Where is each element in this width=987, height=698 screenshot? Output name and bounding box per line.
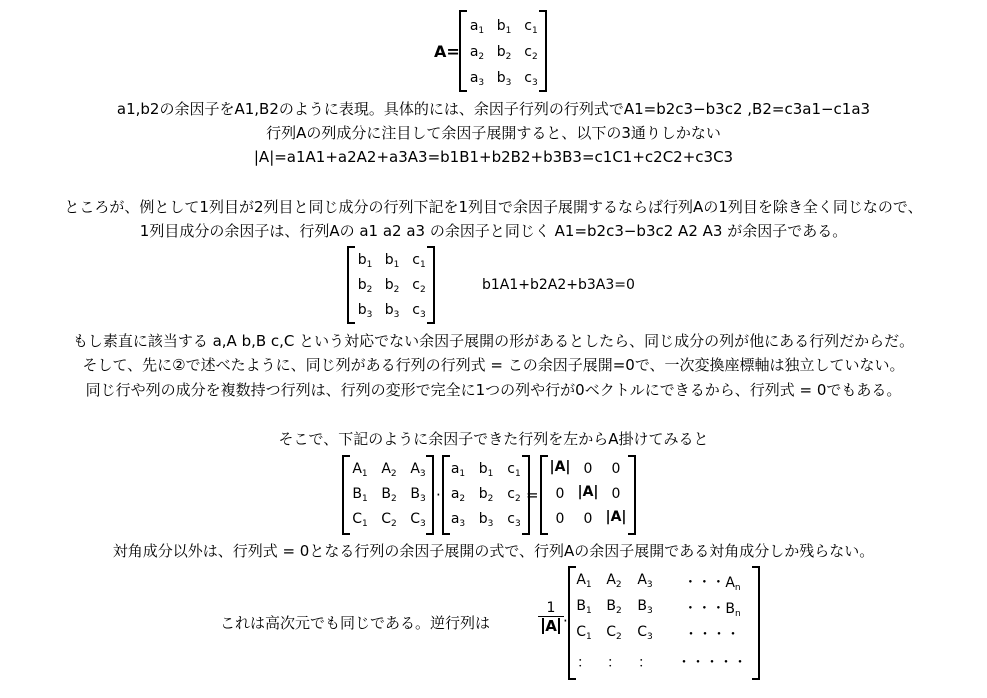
matrix-b-cell: $c_3$ bbox=[412, 302, 426, 320]
text-line-4: ところが、例として1列目が2列目と同じ成分の行列下記を1列目で余因子展開するならば行列Aの1列目を除き全く同じなので、 bbox=[64, 198, 923, 216]
cofactor-cell: $B_1$ bbox=[352, 486, 368, 504]
matrix-duplicate-column bbox=[347, 246, 435, 324]
text-line-2: 行列Aの列成分に注目して余因子展開すると、以下の3通りしかない bbox=[266, 124, 721, 142]
adj-cell: ・・・$B_n$ bbox=[683, 601, 741, 619]
adj-cell: $C_1$ bbox=[576, 624, 592, 642]
adj-cell: ・・・・ bbox=[684, 627, 740, 643]
multiply-dot: · bbox=[563, 612, 568, 630]
diag-cell: 0 bbox=[611, 461, 621, 477]
multiply-dot: · bbox=[436, 486, 441, 504]
diag-cell: 0 bbox=[555, 486, 565, 502]
cofactor-cell: $A_3$ bbox=[410, 461, 426, 479]
matrix-a-copy-cell: $a_1$ bbox=[450, 461, 466, 479]
matrix-b-cell: $c_1$ bbox=[412, 252, 426, 270]
matrix-a-cell: $a_2$ bbox=[469, 44, 485, 62]
adj-cell: $A_1$ bbox=[576, 572, 592, 590]
cofactor-cell: $B_2$ bbox=[381, 486, 397, 504]
adj-cell: ・・・・・ bbox=[677, 655, 747, 671]
cofactor-cell: $A_1$ bbox=[352, 461, 368, 479]
text-line-3: |A|=a1A1+a2A2+a3A3=b1B1+b2B2+b3B3=c1C1+c2C2+c3C3 bbox=[253, 148, 734, 166]
matrix-a-copy-cell: $b_1$ bbox=[478, 461, 494, 479]
fraction-denominator: A bbox=[542, 618, 560, 634]
text-line-9: 同じ行や列の成分を複数持つ行列は、行列の変形で完全に1つの列や行が0ベクトルにできるから、行列式 = 0でもある。 bbox=[85, 381, 902, 399]
cofactor-cell: $B_3$ bbox=[410, 486, 426, 504]
matrix-a-cell: $b_3$ bbox=[496, 70, 512, 88]
cofactor-cell: $C_3$ bbox=[410, 511, 426, 529]
text-line-10: そこで、下記のように余因子できた行列を左からA掛けてみると bbox=[278, 430, 709, 448]
matrix-a-cell: $c_1$ bbox=[524, 18, 538, 36]
matrix-a-cell: $b_2$ bbox=[496, 44, 512, 62]
cofactor-cell: $A_2$ bbox=[381, 461, 397, 479]
inverse-fraction bbox=[538, 600, 564, 635]
diag-cell: 0 bbox=[555, 511, 565, 527]
matrix-b-cell: $b_2$ bbox=[357, 277, 373, 295]
text-line-8: そして、先に②で述べたように、同じ列がある行列の行列式 = この余因子展開=0で、一次変換座標軸は独立していない。 bbox=[82, 356, 905, 374]
matrix-b-cell: $b_3$ bbox=[384, 302, 400, 320]
matrix-a bbox=[459, 10, 547, 92]
matrix-a-cell: $c_2$ bbox=[524, 44, 538, 62]
diag-cell: |A| bbox=[549, 459, 571, 475]
text-line-11: 対角成分以外は、行列式 = 0となる行列の余因子展開の式で、行列Aの余因子展開である対角成分しか残らない。 bbox=[112, 542, 875, 560]
matrix-a-label: A= bbox=[434, 42, 460, 61]
adjugate-matrix bbox=[568, 566, 760, 680]
matrix-a-copy-cell: $c_2$ bbox=[507, 486, 521, 504]
diagonal-matrix bbox=[540, 455, 636, 535]
matrix-b-cell: $c_2$ bbox=[412, 277, 426, 295]
matrix-a-copy-cell: $a_3$ bbox=[450, 511, 466, 529]
text-line-12: これは高次元でも同じである。逆行列は bbox=[220, 614, 491, 632]
cofactor-matrix bbox=[342, 455, 434, 535]
diag-cell: |A| bbox=[605, 509, 627, 525]
matrix-b-cell: $b_2$ bbox=[384, 277, 400, 295]
diag-cell: 0 bbox=[583, 461, 593, 477]
matrix-a-copy-cell: $b_2$ bbox=[478, 486, 494, 504]
matrix-a-copy-cell: $b_3$ bbox=[478, 511, 494, 529]
matrix-a-copy-cell: $a_2$ bbox=[450, 486, 466, 504]
adj-cell: ・・・$A_n$ bbox=[683, 575, 741, 593]
adj-cell: $B_3$ bbox=[637, 598, 653, 616]
matrix-b-cell: $b_1$ bbox=[357, 252, 373, 270]
adj-cell: $C_3$ bbox=[637, 624, 653, 642]
matrix-a-cell: $c_3$ bbox=[524, 70, 538, 88]
diag-cell: 0 bbox=[611, 486, 621, 502]
adj-cell: ： bbox=[607, 655, 621, 671]
matrix-a-cell: $b_1$ bbox=[496, 18, 512, 36]
cofactor-cell: $C_1$ bbox=[352, 511, 368, 529]
diag-cell: |A| bbox=[577, 484, 599, 500]
fraction-numerator: 1 bbox=[538, 600, 564, 617]
cofactor-cell: $C_2$ bbox=[381, 511, 397, 529]
adj-cell: $B_1$ bbox=[576, 598, 592, 616]
adj-cell: $A_3$ bbox=[637, 572, 653, 590]
matrix-a-cell: $a_3$ bbox=[469, 70, 485, 88]
matrix-a-copy bbox=[442, 455, 530, 535]
adj-cell: ： bbox=[577, 655, 591, 671]
text-line-7: もし素直に該当する a,A b,B c,C という対応でない余因子展開の形があるとしたら、同じ成分の列が他にある行列だからだ。 bbox=[72, 332, 915, 350]
adj-cell: $A_2$ bbox=[606, 572, 622, 590]
zero-expansion-equation: b1A1+b2A2+b3A3=0 bbox=[482, 277, 635, 293]
matrix-a-cell: $a_1$ bbox=[469, 18, 485, 36]
matrix-b-cell: $b_1$ bbox=[384, 252, 400, 270]
text-line-5: 1列目成分の余因子は、行列Aの a1 a2 a3 の余因子と同じく A1=b2c3−b3c2 A2 A3 が余因子である。 bbox=[139, 222, 848, 240]
equals-sign: = bbox=[526, 486, 539, 504]
matrix-a-copy-cell: $c_3$ bbox=[507, 511, 521, 529]
diag-cell: 0 bbox=[583, 511, 593, 527]
adj-cell: $B_2$ bbox=[606, 598, 622, 616]
matrix-b-cell: $b_3$ bbox=[357, 302, 373, 320]
matrix-a-copy-cell: $c_1$ bbox=[507, 461, 521, 479]
text-line-1: a1,b2の余因子をA1,B2のように表現。具体的には、余因子行列の行列式でA1=b2c3−b3c2 ,B2=c3a1−c1a3 bbox=[116, 100, 871, 118]
adj-cell: ： bbox=[638, 655, 652, 671]
adj-cell: $C_2$ bbox=[606, 624, 622, 642]
